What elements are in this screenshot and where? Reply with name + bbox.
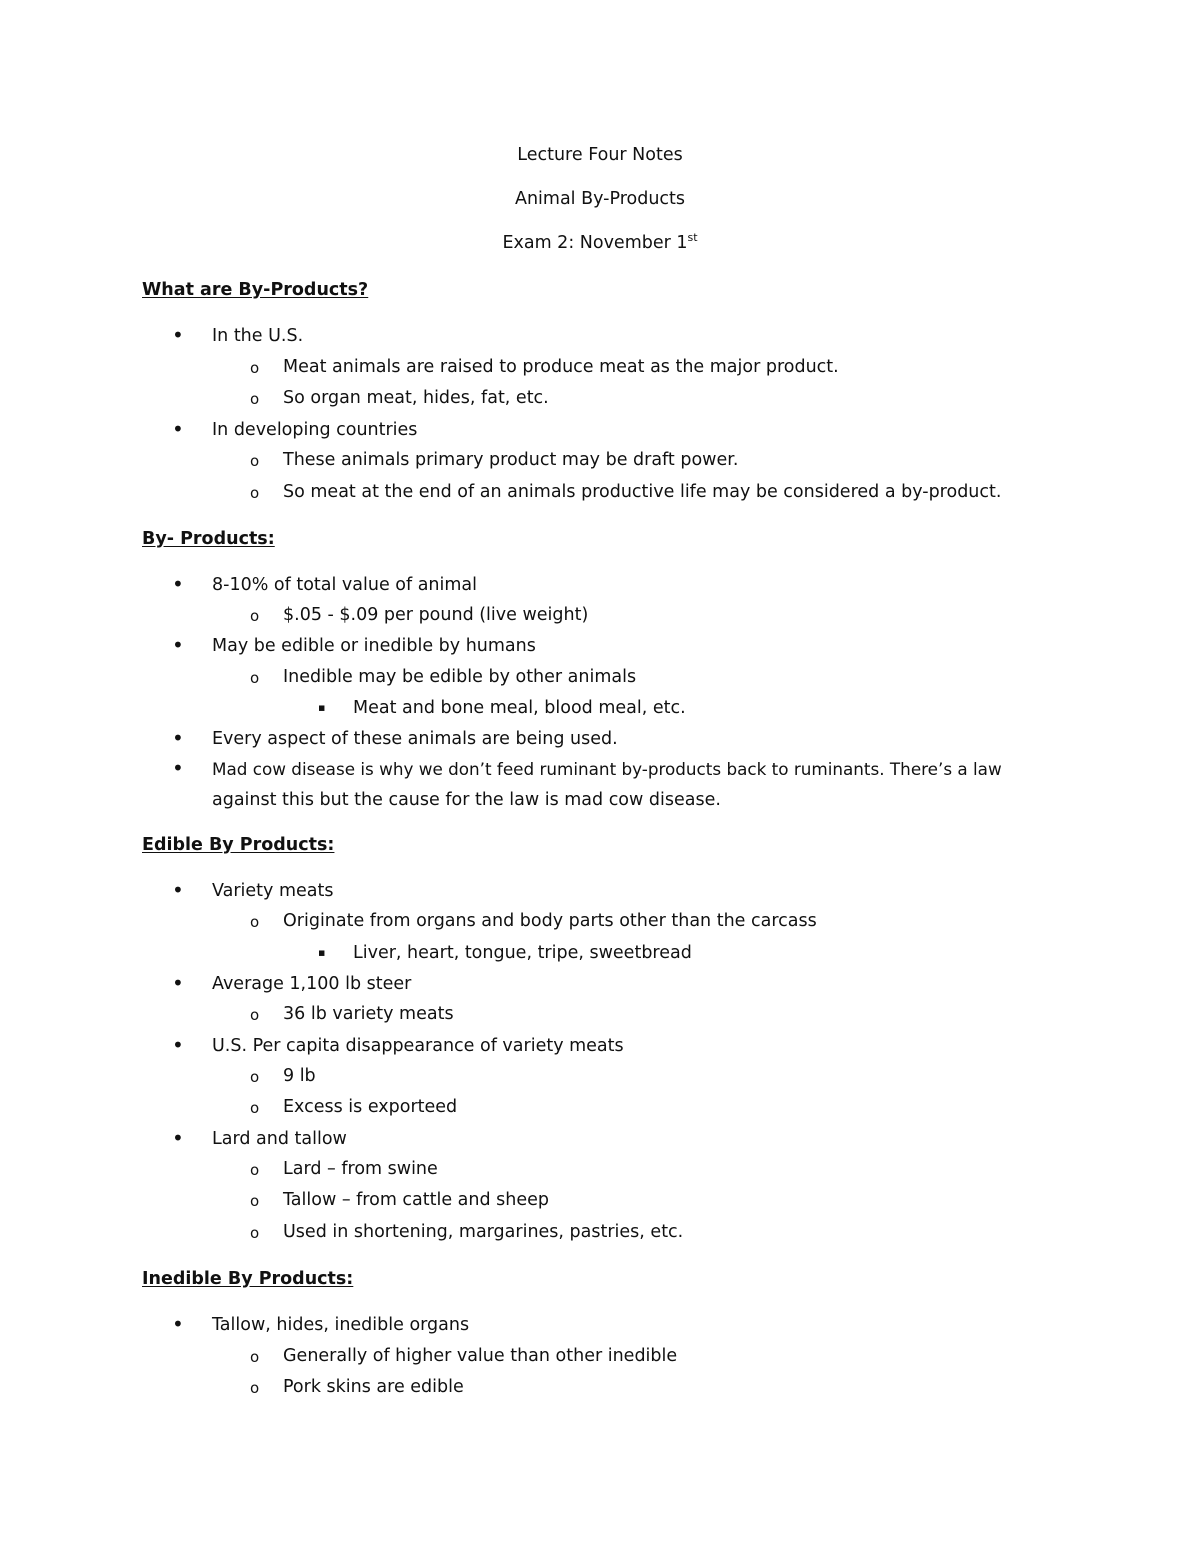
list-item: In the U.S. (212, 326, 304, 346)
bullet-marker: • (172, 572, 184, 596)
list-item: Meat animals are raised to produce meat as the major product. (283, 357, 839, 377)
circle-marker: o (250, 1224, 260, 1242)
list-item: Pork skins are edible (283, 1377, 464, 1397)
list-item: 36 lb variety meats (283, 1004, 454, 1024)
circle-marker: o (250, 1099, 260, 1117)
list-item: 8-10% of total value of animal (212, 575, 478, 595)
bullet-marker: • (172, 633, 184, 657)
section-heading-inedible-by-products: Inedible By Products: (142, 1269, 354, 1289)
list-item: Variety meats (212, 881, 334, 901)
circle-marker: o (250, 669, 260, 687)
list-item: U.S. Per capita disappearance of variety meats (212, 1036, 624, 1056)
list-item: Liver, heart, tongue, tripe, sweetbread (353, 943, 692, 963)
bullet-marker: • (172, 971, 184, 995)
circle-marker: o (250, 1068, 260, 1086)
list-item: In developing countries (212, 420, 418, 440)
list-item: May be edible or inedible by humans (212, 636, 536, 656)
bullet-marker: • (172, 323, 184, 347)
circle-marker: o (250, 913, 260, 931)
list-item: Tallow, hides, inedible organs (212, 1315, 470, 1335)
list-item: Lard and tallow (212, 1129, 347, 1149)
list-item-continuation: against this but the cause for the law is mad cow disease. (212, 790, 721, 810)
exam-date-suffix: st (687, 231, 698, 245)
document-title: Lecture Four Notes (517, 145, 683, 165)
circle-marker: o (250, 359, 260, 377)
list-item: Generally of higher value than other inedible (283, 1346, 678, 1366)
square-marker: ▪ (318, 701, 326, 714)
circle-marker: o (250, 452, 260, 470)
exam-date-line (0, 232, 1200, 254)
bullet-marker: • (172, 878, 184, 902)
bullet-marker: • (172, 1312, 184, 1336)
list-item: Mad cow disease is why we don’t feed ruminant by-products back to ruminants. There’s a law (212, 759, 1002, 779)
list-item: Every aspect of these animals are being used. (212, 729, 618, 749)
circle-marker: o (250, 607, 260, 625)
bullet-marker: • (172, 1033, 184, 1057)
circle-marker: o (250, 1379, 260, 1397)
list-item: These animals primary product may be draft power. (283, 450, 739, 470)
bullet-marker: • (172, 417, 184, 441)
circle-marker: o (250, 1192, 260, 1210)
circle-marker: o (250, 1006, 260, 1024)
list-item: Used in shortening, margarines, pastries, etc. (283, 1222, 684, 1242)
section-heading-edible-by-products: Edible By Products: (142, 835, 335, 855)
list-item: 9 lb (283, 1066, 316, 1086)
section-heading-what-are-by-products: What are By-Products? (142, 280, 369, 300)
circle-marker: o (250, 484, 260, 502)
list-item: Lard – from swine (283, 1159, 438, 1179)
circle-marker: o (250, 1161, 260, 1179)
list-item: So meat at the end of an animals productive life may be considered a by-product. (283, 482, 1002, 502)
section-heading-by-products: By- Products: (142, 529, 275, 549)
document-subtitle: Animal By-Products (514, 189, 686, 209)
bullet-marker: • (172, 756, 184, 780)
list-item: $.05 - $.09 per pound (live weight) (283, 605, 589, 625)
exam-date-text: Exam 2: November 1 (502, 233, 688, 253)
list-item: Inedible may be edible by other animals (283, 667, 637, 687)
bullet-marker: • (172, 726, 184, 750)
square-marker: ▪ (318, 946, 326, 959)
list-item: Average 1,100 lb steer (212, 974, 412, 994)
list-item: Excess is exporteed (283, 1097, 458, 1117)
circle-marker: o (250, 1348, 260, 1366)
bullet-marker: • (172, 1126, 184, 1150)
circle-marker: o (250, 390, 260, 408)
list-item: Originate from organs and body parts other than the carcass (283, 911, 817, 931)
list-item: Tallow – from cattle and sheep (283, 1190, 550, 1210)
list-item: Meat and bone meal, blood meal, etc. (353, 698, 686, 718)
list-item: So organ meat, hides, fat, etc. (283, 388, 549, 408)
